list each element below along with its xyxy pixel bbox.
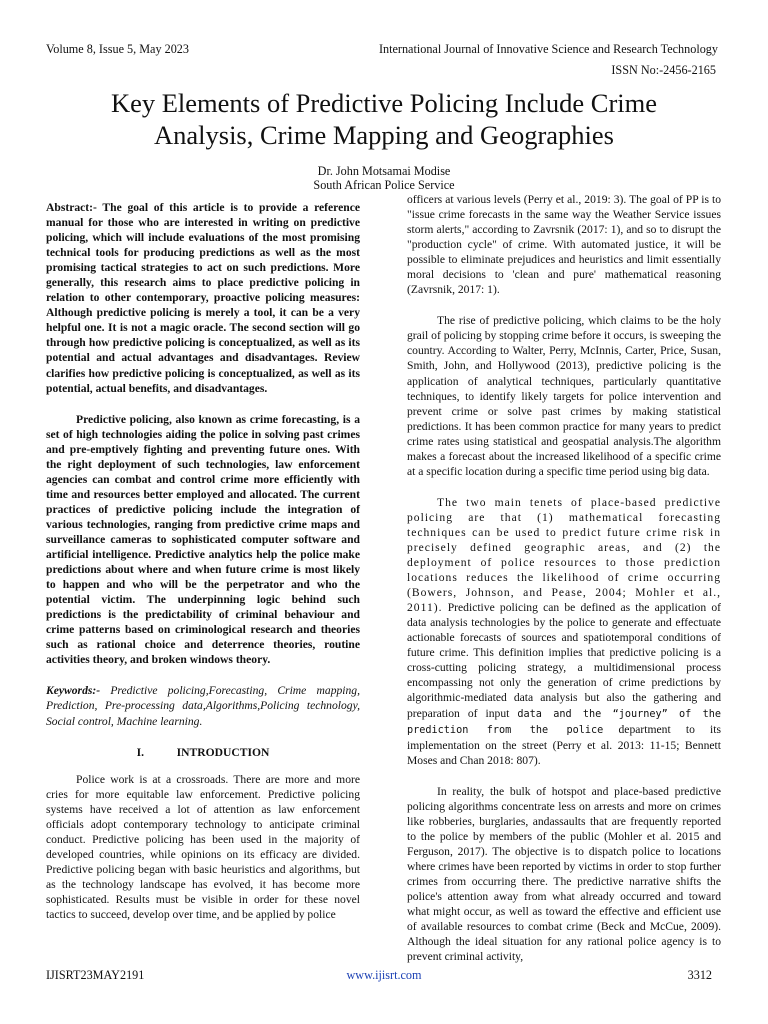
abstract-paragraph (46, 200, 360, 396)
abstract-text: The goal of this article is to provide a reference manual for those who are interested in writing on predictive policing, which will include evaluations of the most promising technical tools for producing predictions as well as the most promising tactical strategies to act on such predictions. More generally, this research aims to place predictive policing in relation to other contemporary, proactive policing measures: Although predictive policing is merely a tool, it can be a very helpful one. It is not a magic oracle. The second section will go through how predictive policing is conceptualized, as well as its potential and actual advantages and disadvantages. Review clarifies how predictive policing is conceptualized, as well as its potential, actual benefits, and disadvantages. (46, 201, 360, 395)
body-paragraph-3-text: Predictive policing can be defined as the application of data analysis technologies by the police to generate and effectuate actionable forecasts of sources and spatiotemporal conditions of future crime. This definition implies that predictive policing is a cross-cutting policing strategy, a multidimensional process encompassing not only the generation of crime predictions by algorithmic-mediated data analysis but also the gathering and preparation of input (407, 601, 721, 720)
body-paragraph-4: In reality, the bulk of hotspot and place-based predictive policing algorithms concentrate less on arrests and more on crimes like robberies, burglaries, andassaults that are frequently reported to the police by members of the public (Mohler et al. 2015 and Ferguson, 2017). The objective is to dispatch police to locations where crimes have been reported by victims in order to stop further crimes from occurring there. The predictive narrative shifts the police's attention away from what already occurred and toward what might occur, as well as toward the effective and efficient use of available resources to combat crime (Beck and McCue, 2009). Although the ideal situation for any rational police agency is to prevent criminal activity, (407, 784, 721, 964)
abstract-paragraph-2: Predictive policing, also known as crime forecasting, is a set of high technologies aiding the police in solving past crimes and pre-emptively fighting and preventing future ones. With the right deployment of such technologies, law enforcement agencies can combat and control crime more efficiently with time and resources better employed and allocated. The current practices of predictive policing include the integration of various technologies, ranging from predictive crime maps and surveillance cameras to sophisticated computer software and artificial intelligence. Predictive analytics help the police make predictions about where and when future crime is most likely to happen and who will be the perpetrator and who the potential victim. The underpinning logic behind such predictions is the predictability of criminal behaviour and crime patterns based on criminological research and theories such as rational choice and deterrence theories, routine activities theory, and broken windows theory. (46, 412, 360, 667)
body-paragraph-2: The rise of predictive policing, which claims to be the holy grail of policing by stopping crime before it occurs, is sweeping the country. According to Walter, Perry, McInnis, Carter, Price, Susan, Smith, John, and Hollywood (2013), predictive policing is the application of analytical techniques, particularly quantitative techniques, to identify likely targets for police intervention and prevent crime or solve past crimes by making statistical predictions. It has been common practice for many years to predict crime rates using statistical and geospatial analysis.The algorithm makes a forecast about the increased likelihood of a specific crime at a specific location during a specific time period using big data. (407, 314, 721, 478)
issn-number: ISSN No:-2456-2165 (611, 63, 716, 77)
journal-volume-issue: Volume 8, Issue 5, May 2023 (46, 42, 189, 56)
paper-title (30, 87, 738, 151)
keywords-text: Predictive policing,Forecasting, Crime mapping, Prediction, Pre-processing data,Algorithms,Policing technology, Social control, Machine learning. (46, 684, 360, 728)
abstract-label: Abstract:- (46, 201, 97, 214)
section-number: I. (136, 745, 145, 759)
body-paragraph-3-mono-text: data and the “journey” of the prediction from the police (407, 708, 721, 736)
keywords-label: Keywords:- (46, 684, 101, 698)
journal-name: International Journal of Innovative Science and Research Technology (378, 42, 718, 56)
journal-website-link[interactable]: www.ijisrt.com (346, 968, 422, 982)
keywords-paragraph (46, 683, 360, 728)
paper-title-line-1: Key Elements of Predictive Policing Include Crime (110, 88, 658, 118)
author-affiliation: South African Police Service (313, 178, 455, 192)
section-heading-introduction (46, 745, 360, 760)
body-paragraph-3-spaced-text: The two main tenets of place-based predictive policing are that (1) mathematical forecasting techniques can be used to predict future crime risk in precisely defined geographic areas, and (2) the deployment of police resources to those prediction locations reduces the likelihood of crime occurring (Bowers, Johnson, and Pease, 2004; Mohler et al., 2011). (407, 495, 721, 615)
body-paragraph-3-end-text: department to its implementation on the street (Perry et al. 2013: 11-15; Bennett Moses and Chan 2018: 807). (407, 722, 721, 767)
author-name: Dr. John Motsamai Modise (317, 164, 451, 178)
left-column (46, 200, 360, 922)
right-column (407, 192, 721, 964)
author-block (0, 164, 768, 192)
paper-id: IJISRT23MAY2191 (46, 968, 145, 982)
paper-title-line-2: Analysis, Crime Mapping and Geographies (154, 120, 614, 150)
section-title: INTRODUCTION (176, 745, 270, 759)
introduction-paragraph-1: Police work is at a crossroads. There are more and more cries for more equitable law enforcement. Predictive policing systems have received a lot of attention as law enforcement officials adopt contemporary technology to anticipate criminal conduct. Predictive policing has been used in the majority of developed countries, while opinions on its efficacy are divided. Predictive policing began with basic heuristics and algorithms, but as the technology landscape has evolved, it has become more sophisticated. Results must be visible in order for these novel tactics to succeed, develop over time, and be applied by police (46, 772, 360, 922)
body-paragraph-1: officers at various levels (Perry et al., 2019: 3). The goal of PP is to "issue crime forecasts in the same way the Weather Service issues storm alerts," according to Zavrsnik (2017: 1), and so to disrupt the "production cycle" of crime. With automated justice, it will be possible to eliminate prejudices and heuristics and limit essentially moral decisions to 'clean and pure' mathematical reasoning (Zavrsnik, 2017: 1). (407, 193, 721, 297)
body-paragraph-3 (407, 495, 721, 768)
page-number: 3312 (687, 968, 712, 982)
